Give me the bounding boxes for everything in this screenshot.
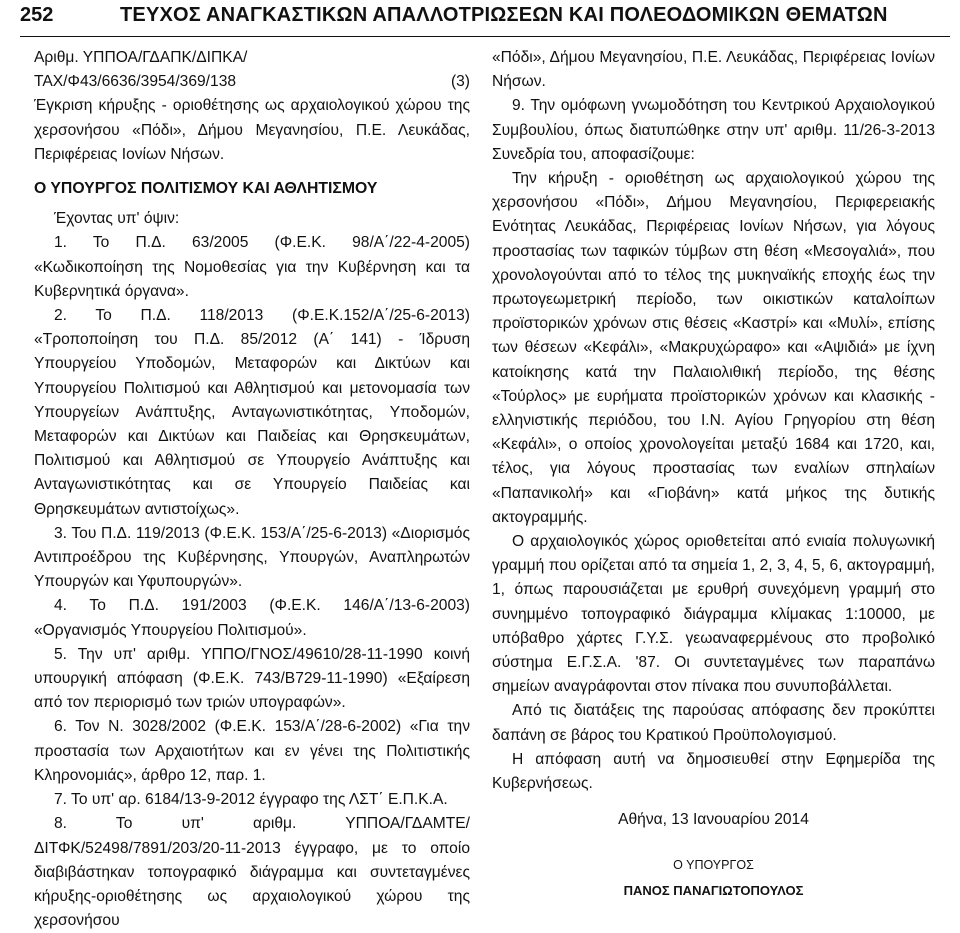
page-header [0, 0, 960, 40]
considerations-item-4: 4. Το Π.Δ. 191/2003 (Φ.Ε.Κ. 146/Α΄/13-6-2003) «Οργανισμός Υπουργείου Πολιτισμού». [34, 597, 470, 639]
considerations-item-8-continued: «Πόδι», Δήμου Μεγανησίου, Π.Ε. Λευκάδας, Περιφέρειας Ιονίων Νήσων. [492, 49, 935, 91]
considerations-item-2: 2. Το Π.Δ. 118/2013 (Φ.Ε.Κ.152/Α΄/25-6-2013) «Τροποποίηση του Π.Δ. 85/2012 (Α΄ 141) - Ίδρυση Υπουργείου Υποδομών, Μεταφορών και Δικτύων και Υπουργείου Πολιτισμού και Αθλητισμού και μετονομασία των Υπουργείων Ανάπτυξης, Ανταγωνιστικότητας, Υποδομών, Μεταφορών και Δικτύων και Παιδείας και Θρησκευμάτων, Πολιτισμού και Αθλητισμού σε Υπουργείο Ανάπτυξης και Ανταγωνιστικότητας και σε Υπουργείο Παιδείας και Θρησκευμάτων αντιστοίχως». [34, 307, 470, 518]
header-divider [20, 36, 950, 37]
reference-line-1: Αριθμ. ΥΠΠΟΑ/ΓΔΑΠΚ/ΔΙΠΚΑ/ [34, 49, 248, 66]
decision-paragraph-2: Ο αρχαιολογικός χώρος οριοθετείται από ενιαία πολυγωνική γραμμή που ορίζεται από τα σημεία 1, 2, 3, 4, 5, 6, ακτογραμμή, 1, όπως παρουσιάζεται με ερυθρή συνεχόμενη γραμμή στο συνημμένο τοπογραφικό διάγραμμα κλίμακας 1:10000, με υπόβαθρο χάρτες Γ.Υ.Σ. γεωαναφερμένους στο προβολικό σύστημα Ε.Γ.Σ.Α. '87. Οι συντεταγμένες των παραπάνω σημείων αναγράφονται στον πίνακα που συνυποβάλλεται. [492, 533, 935, 696]
considerations-item-6: 6. Τον Ν. 3028/2002 (Φ.Ε.Κ. 153/Α΄/28-6-2002) «Για την προστασία των Αρχαιοτήτων και εν γένει της Πολιτιστικής Κληρονομιάς», άρθρο 12, παρ. 1. [34, 718, 470, 784]
page-number: 252 [20, 4, 54, 26]
left-column [34, 46, 470, 933]
decision-paragraph-4: Η απόφαση αυτή να δημοσιευθεί στην Εφημερίδα της Κυβερνήσεως. [492, 750, 935, 793]
journal-title: ΤΕΥΧΟΣ ΑΝΑΓΚΑΣΤΙΚΩΝ ΑΠΑΛΛΟΤΡΙΩΣΕΩΝ ΚΑΙ ΠΟΛΕΟΔΟΜΙΚΩΝ ΘΕΜΑΤΩΝ [120, 4, 888, 26]
signature-name: ΠΑΝΟΣ ΠΑΝΑΓΙΩΤΟΠΟΥΛΟΣ [623, 882, 804, 898]
decision-title: Έγκριση κήρυξης - οριοθέτησης ως αρχαιολογικού χώρου της χερσονήσου «Πόδι», Δήμου Μεγανησίου, Π.Ε. Λευκάδας, Περιφέρειας Ιονίων Νήσων. [34, 97, 470, 163]
having-regard: Έχοντας υπ' όψιν: [54, 210, 180, 228]
considerations-item-3: 3. Του Π.Δ. 119/2013 (Φ.Ε.Κ. 153/Α΄/25-6-2013) «Διορισμός Αντιπροέδρου της Κυβέρνησης, Υπουργών, Αναπληρωτών Υπουργών και Υφυπουργών». [34, 524, 470, 591]
decision-number: (3) [450, 73, 470, 91]
signature-title: Ο ΥΠΟΥΡΓΟΣ [673, 857, 754, 872]
considerations-item-1: 1. Το Π.Δ. 63/2005 (Φ.Ε.Κ. 98/Α΄/22-4-2005) «Κωδικοποίηση της Νομοθεσίας για την Κυβέρνηση και τα Κυβερνητικά όργανα». [34, 234, 470, 300]
decision-paragraph-1: Την κήρυξη - οριοθέτηση ως αρχαιολογικού χώρου της χερσονήσου «Πόδι», Δήμου Μεγανησίου, Περιφερειακής Ενότητας Λευκάδας, Περιφέρειας Ιονίων Νήσων, για λόγους προστασίας των ταφικών τύμβων στη θέση «Μεσογαλιά», που χρονολογούνται από το τέλος της μυκηναϊκής εποχής έως την πρωτογεωμετρική περίοδο, των οικιστικών καταλοίπων προϊστορικών χρόνων στις θέσεις «Καστρί» και «Μυλί», επίσης των θέσεων «Κεφάλι», «Μακρυχώραφο» και «Αψιδιά» με ίχνη κατοίκησης κατά την Παλαιολιθική περίοδο, της θέσης «Τούρλος» με ευρήματα προϊστορικών χρόνων και κλασικής - ελληνιστικής περιόδου, του Ι.Ν. Αγίου Γρηγορίου στη θέση «Κεφάλι», ο οποίος χρονολογείται μεταξύ 1684 και 1720, και, τέλος, για λόγους προστασίας των εναλίων σπηλαίων «Παπανικολή» και «Γιοβάνη» κατά μήκος της δυτικής ακτογραμμής. [492, 170, 935, 526]
reference-line-2 [34, 70, 470, 94]
considerations-item-8: 8. Το υπ' αριθμ. ΥΠΠΟΑ/ΓΔΑΜΤΕ/ΔΙΤΦΚ/52498/7891/203/20-11-2013 έγγραφο, με το οποίο διαβιβάστηκαν τοπογραφικό διάγραμμα και συντεταγμένες κήρυξης-οριοθέτησης ως αρχαιολογικού χώρου της χερσονήσου [34, 815, 470, 930]
decision-paragraph-3: Από τις διατάξεις της παρούσας απόφασης δεν προκύπτει δαπάνη σε βάρος του Κρατικού Προϋπολογισμού. [492, 702, 935, 744]
considerations-item-7: 7. Το υπ' αρ. 6184/13-9-2012 έγγραφο της ΛΣΤ΄ Ε.Π.Κ.Α. [54, 791, 448, 809]
considerations-item-5: 5. Την υπ' αριθμ. ΥΠΠΟ/ΓΝΟΣ/49610/28-11-1990 κοινή υπουργική απόφαση (Φ.Ε.Κ. 743/Β729-11-1990) «Εξαίρεση από τον περιορισμό των τριών υπογραφών». [34, 645, 470, 712]
considerations-item-9: 9. Την ομόφωνη γνωμοδότηση του Κεντρικού Αρχαιολογικού Συμβουλίου, όπως διατυπώθηκε στην υπ' αριθμ. 11/26-3-2013 Συνεδρία του, αποφασίζουμε: [492, 97, 935, 163]
date-line: Αθήνα, 13 Ιανουαρίου 2014 [618, 811, 809, 829]
right-column [492, 46, 935, 903]
reference-code: ΤΑΧ/Φ43/6636/3954/369/138 [34, 73, 237, 91]
minister-heading: Ο ΥΠΟΥΡΓΟΣ ΠΟΛΙΤΙΣΜΟΥ ΚΑΙ ΑΘΛΗΤΙΣΜΟΥ [34, 180, 378, 198]
